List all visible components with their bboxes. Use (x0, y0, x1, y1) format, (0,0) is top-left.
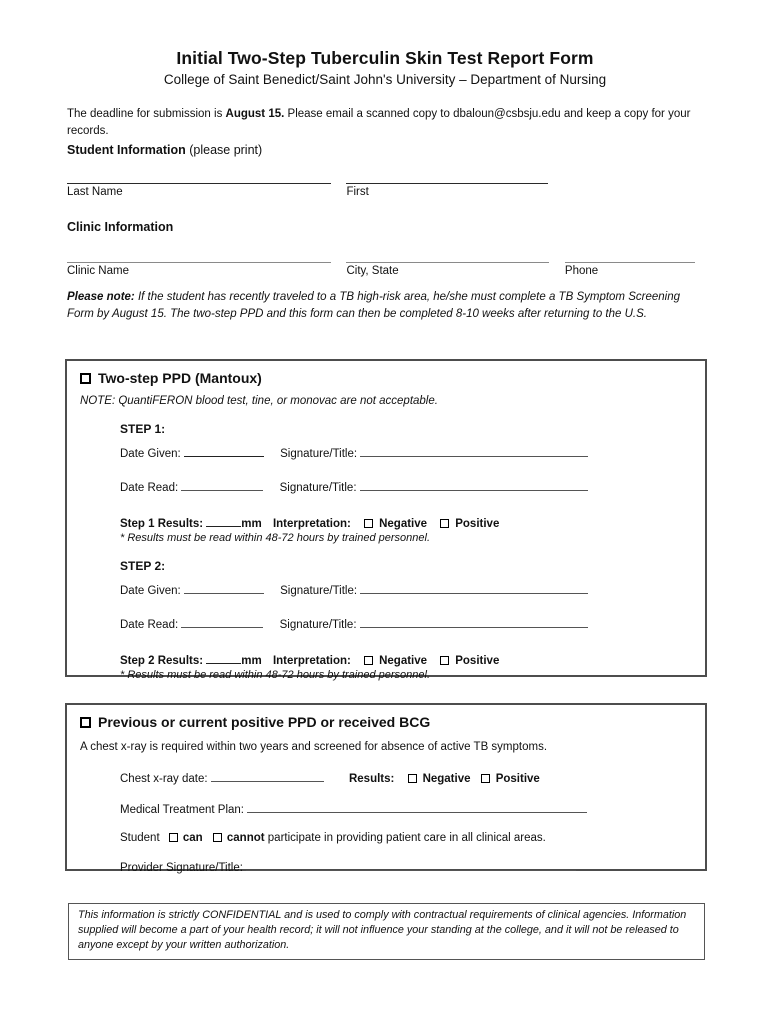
two-step-ppd-heading-row (80, 370, 692, 386)
step-1-signature-given-line[interactable] (360, 445, 588, 457)
step-1-signature-read-line[interactable] (360, 479, 588, 491)
step-2-positive-label: Positive (455, 655, 500, 667)
bcg-description: A chest x-ray is required within two years and screened for absence of active TB symptoms. (80, 741, 548, 753)
treatment-plan-label: Medical Treatment Plan: (120, 803, 245, 816)
form-header (0, 48, 770, 87)
xray-negative-label: Negative (422, 772, 471, 785)
can-label: can (182, 831, 203, 844)
student-info-heading-text: Student Information (67, 143, 186, 157)
deadline-text-before: The deadline for submission is (67, 108, 226, 120)
step-1-interpretation-label: Interpretation: (272, 518, 351, 530)
step-2-signature-read-line[interactable] (360, 616, 588, 628)
phone-field (565, 250, 695, 277)
bcg-checkbox[interactable] (80, 717, 91, 728)
step-1-date-read-line[interactable] (181, 479, 263, 491)
xray-negative-checkbox[interactable] (408, 774, 417, 783)
first-name-field (346, 171, 548, 198)
xray-date-line[interactable] (211, 770, 324, 782)
step-1-signature-given-label: Signature/Title: (280, 448, 358, 460)
xray-date-label: Chest x-ray date: (120, 772, 208, 785)
city-state-field (346, 250, 549, 277)
step-1-block (120, 422, 692, 544)
travel-note-text: If the student has recently traveled to a TB high-risk area, he/she must complete a TB Symptom Screening Form by August 15. The two-step PPD and this form can then be completed 8-10 weeks after returning to the U.S. (67, 291, 680, 320)
step-1-date-read-label: Date Read: (120, 482, 179, 494)
step-2-signature-read-label: Signature/Title: (279, 619, 357, 631)
last-name-field (67, 171, 331, 198)
step-1-results-label: Step 1 Results: (120, 518, 204, 530)
clinic-name-line[interactable] (67, 250, 331, 263)
bcg-heading-row (80, 714, 692, 730)
cannot-checkbox[interactable] (213, 833, 222, 842)
step-1-date-given-line[interactable] (184, 445, 264, 457)
step-2-date-given-label: Date Given: (120, 585, 181, 597)
step-2-interpretation-label: Interpretation: (272, 655, 351, 667)
two-step-ppd-checkbox[interactable] (80, 373, 91, 384)
confidentiality-text: This information is strictly CONFIDENTIAL and is used to comply with contractual requirements of clinical agencies. Information supplied will become a part of your health record; it will not influence your standing at the college, and it will not be released to anyone except by your written authorization. (78, 909, 687, 952)
student-info-heading (67, 143, 262, 157)
treatment-plan-row (120, 801, 692, 816)
last-name-label: Last Name (67, 186, 123, 198)
step-2-negative-label: Negative (379, 655, 428, 667)
step-2-date-read-row (120, 616, 692, 631)
page-subtitle: College of Saint Benedict/Saint John's University – Department of Nursing (163, 72, 607, 87)
provider-signature-line[interactable] (246, 859, 576, 871)
two-step-ppd-heading: Two-step PPD (Mantoux) (98, 370, 262, 386)
step-1-results-line[interactable] (206, 515, 241, 527)
two-step-ppd-section (65, 359, 707, 681)
step-2-label: STEP 2: (120, 559, 166, 573)
clinic-name-label: Clinic Name (67, 265, 129, 277)
step-1-date-read-row (120, 479, 692, 494)
confidentiality-notice (68, 903, 705, 960)
step-2-results-line[interactable] (206, 652, 241, 664)
last-name-line[interactable] (67, 171, 331, 184)
step-2-date-given-row (120, 582, 692, 597)
clinic-name-field (67, 250, 331, 277)
student-fields-row (67, 171, 707, 198)
step-2-results-row (120, 652, 692, 667)
step-2-date-read-line[interactable] (181, 616, 263, 628)
step-1-date-given-row (120, 445, 692, 460)
provider-signature-label: Provider Signature/Title: (120, 861, 243, 874)
deadline-paragraph (67, 106, 709, 139)
travel-note-bold: Please note: (67, 291, 135, 303)
deadline-date: August 15. (225, 108, 285, 120)
xray-date-row (120, 770, 692, 785)
step-1-negative-checkbox[interactable] (364, 519, 373, 528)
clinic-fields-row (67, 250, 707, 277)
cannot-label: cannot (226, 831, 265, 844)
step-1-footnote: * Results must be read within 48-72 hours by trained personnel. (120, 532, 431, 544)
clinic-info-heading: Clinic Information (67, 220, 174, 234)
step-2-date-read-label: Date Read: (120, 619, 179, 631)
step-2-date-given-line[interactable] (184, 582, 264, 594)
page-title: Initial Two-Step Tuberculin Skin Test Report Form (176, 48, 594, 68)
phone-label: Phone (564, 265, 599, 277)
step-2-footnote: * Results must be read within 48-72 hours by trained personnel. (120, 669, 431, 681)
can-checkbox[interactable] (169, 833, 178, 842)
student-info-heading-note: (please print) (185, 143, 263, 157)
travel-note-paragraph (67, 289, 697, 322)
step-1-results-unit: mm (241, 518, 262, 530)
step-2-block (120, 559, 692, 681)
student-participation-suffix: participate in providing patient care in all clinical areas. (264, 831, 546, 844)
bcg-section (65, 703, 707, 874)
step-1-positive-label: Positive (455, 518, 500, 530)
first-name-line[interactable] (346, 171, 548, 184)
xray-positive-checkbox[interactable] (481, 774, 490, 783)
xray-positive-label: Positive (495, 772, 540, 785)
step-2-results-label: Step 2 Results: (120, 655, 204, 667)
step-1-signature-read-label: Signature/Title: (279, 482, 357, 494)
treatment-plan-line[interactable] (247, 801, 587, 813)
step-2-signature-given-line[interactable] (360, 582, 588, 594)
step-1-date-given-label: Date Given: (120, 448, 181, 460)
student-participation-label: Student (120, 831, 160, 844)
bcg-heading: Previous or current positive PPD or received BCG (98, 714, 431, 730)
bcg-fields (120, 770, 692, 874)
city-state-label: City, State (346, 265, 399, 277)
step-2-positive-checkbox[interactable] (440, 656, 449, 665)
step-1-results-row (120, 515, 692, 530)
ppd-note: NOTE: QuantiFERON blood test, tine, or monovac are not acceptable. (80, 395, 438, 407)
step-1-negative-label: Negative (379, 518, 428, 530)
xray-results-label: Results: (348, 772, 395, 785)
city-state-line[interactable] (346, 250, 549, 263)
step-1-label: STEP 1: (120, 422, 166, 436)
provider-signature-row (120, 859, 692, 874)
step-2-negative-checkbox[interactable] (364, 656, 373, 665)
step-2-signature-given-label: Signature/Title: (280, 585, 358, 597)
phone-line[interactable] (565, 250, 695, 263)
first-name-label: First (346, 186, 369, 198)
step-1-positive-checkbox[interactable] (440, 519, 449, 528)
deadline-text-after: Please email a scanned copy to dbaloun@csbsju.edu and keep a copy for your records. (67, 108, 691, 137)
student-participation-row (120, 832, 692, 844)
step-2-results-unit: mm (241, 655, 262, 667)
